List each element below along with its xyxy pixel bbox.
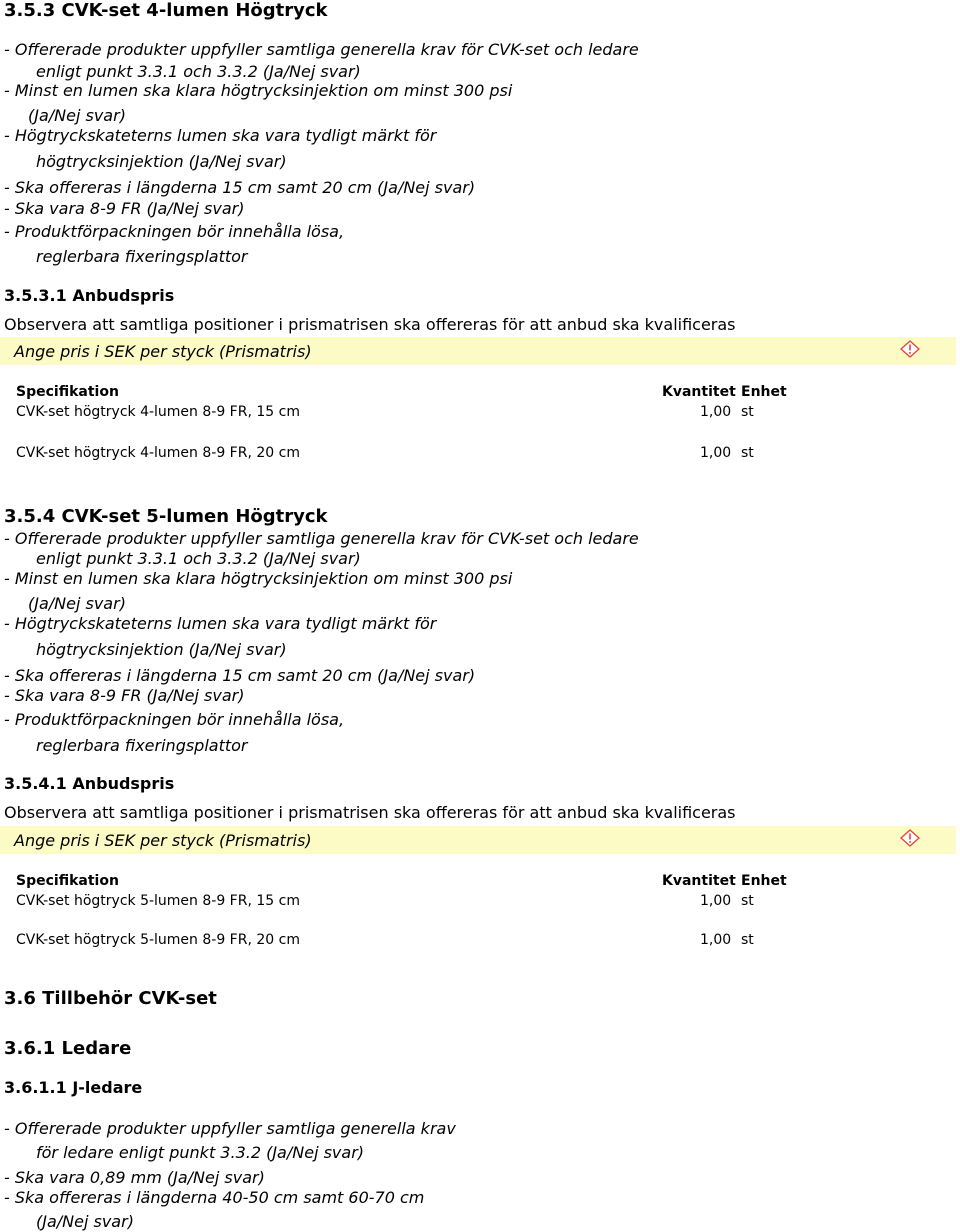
requirement-line: högtrycksinjektion (Ja/Nej svar) xyxy=(36,640,287,659)
requirement-line: - Ska offereras i längderna 40-50 cm samt 60-70 cm xyxy=(4,1188,425,1207)
subsection-heading-3541: 3.5.4.1 Anbudspris xyxy=(4,774,175,793)
section-heading-3611: 3.6.1.1 J-ledare xyxy=(4,1078,143,1097)
requirement-line: - Minst en lumen ska klara högtrycksinjektion om minst 300 psi xyxy=(4,569,513,588)
section-heading-354: 3.5.4 CVK-set 5-lumen Högtryck xyxy=(4,506,328,527)
requirement-line: för ledare enligt punkt 3.3.2 (Ja/Nej svar) xyxy=(36,1143,365,1162)
warning-icon[interactable] xyxy=(900,829,920,847)
table-row-spec: CVK-set högtryck 4-lumen 8-9 FR, 20 cm xyxy=(16,445,300,461)
requirement-line: - Offererade produkter uppfyller samtliga generella krav xyxy=(4,1119,456,1138)
table-row-spec: CVK-set högtryck 5-lumen 8-9 FR, 20 cm xyxy=(16,932,300,948)
table-row-quantity: 1,00 xyxy=(700,404,732,420)
requirement-line: - Ska vara 0,89 mm (Ja/Nej svar) xyxy=(4,1168,265,1187)
table-row-spec: CVK-set högtryck 4-lumen 8-9 FR, 15 cm xyxy=(16,404,300,420)
table-row-quantity: 1,00 xyxy=(700,893,732,909)
table-row-unit: st xyxy=(741,445,754,461)
requirement-line: - Ska offereras i längderna 15 cm samt 20 cm (Ja/Nej svar) xyxy=(4,178,476,197)
col-header-specifikation: Specifikation xyxy=(16,873,119,889)
requirement-line: reglerbara fixeringsplattor xyxy=(36,736,248,755)
table-row-spec: CVK-set högtryck 5-lumen 8-9 FR, 15 cm xyxy=(16,893,300,909)
table-row-quantity: 1,00 xyxy=(700,445,732,461)
requirement-line: - Offererade produkter uppfyller samtliga generella krav för CVK-set och ledare xyxy=(4,529,639,548)
requirement-line: (Ja/Nej svar) xyxy=(28,594,126,613)
subsection-heading-3531: 3.5.3.1 Anbudspris xyxy=(4,286,175,305)
section-heading-36: 3.6 Tillbehör CVK-set xyxy=(4,988,217,1009)
table-row-unit: st xyxy=(741,893,754,909)
table-row-unit: st xyxy=(741,404,754,420)
requirement-line: - Ska vara 8-9 FR (Ja/Nej svar) xyxy=(4,686,245,705)
warning-icon[interactable] xyxy=(900,340,920,358)
requirement-line: (Ja/Nej svar) xyxy=(28,106,126,125)
requirement-line: - Offererade produkter uppfyller samtliga generella krav för CVK-set och ledare xyxy=(4,40,639,59)
requirement-line: - Högtryckskateterns lumen ska vara tydligt märkt för xyxy=(4,614,437,633)
requirement-line: - Högtryckskateterns lumen ska vara tydligt märkt för xyxy=(4,126,437,145)
col-header-kvantitet: Kvantitet xyxy=(662,384,736,400)
requirement-line: - Ska offereras i längderna 15 cm samt 20 cm (Ja/Nej svar) xyxy=(4,666,476,685)
requirement-line: enligt punkt 3.3.1 och 3.3.2 (Ja/Nej svar) xyxy=(36,62,361,81)
requirement-line: högtrycksinjektion (Ja/Nej svar) xyxy=(36,152,287,171)
price-matrix-band xyxy=(0,337,956,365)
qualification-notice: Observera att samtliga positioner i prismatrisen ska offereras för att anbud ska kvalificeras xyxy=(4,803,736,822)
requirement-line: reglerbara fixeringsplattor xyxy=(36,247,248,266)
requirement-line: - Produktförpackningen bör innehålla lösa, xyxy=(4,710,345,729)
requirement-line: - Ska vara 8-9 FR (Ja/Nej svar) xyxy=(4,199,245,218)
requirement-line: (Ja/Nej svar) xyxy=(36,1212,134,1231)
price-matrix-label: Ange pris i SEK per styck (Prismatris) xyxy=(14,831,312,850)
price-matrix-label: Ange pris i SEK per styck (Prismatris) xyxy=(14,342,312,361)
col-header-enhet: Enhet xyxy=(741,384,787,400)
section-heading-353: 3.5.3 CVK-set 4-lumen Högtryck xyxy=(4,0,328,21)
qualification-notice: Observera att samtliga positioner i prismatrisen ska offereras för att anbud ska kvalificeras xyxy=(4,315,736,334)
price-matrix-band xyxy=(0,826,956,854)
table-row-unit: st xyxy=(741,932,754,948)
requirement-line: - Produktförpackningen bör innehålla lösa, xyxy=(4,222,345,241)
table-row-quantity: 1,00 xyxy=(700,932,732,948)
requirement-line: enligt punkt 3.3.1 och 3.3.2 (Ja/Nej svar) xyxy=(36,549,361,568)
section-heading-361: 3.6.1 Ledare xyxy=(4,1038,132,1059)
requirement-line: - Minst en lumen ska klara högtrycksinjektion om minst 300 psi xyxy=(4,81,513,100)
col-header-specifikation: Specifikation xyxy=(16,384,119,400)
col-header-kvantitet: Kvantitet xyxy=(662,873,736,889)
col-header-enhet: Enhet xyxy=(741,873,787,889)
